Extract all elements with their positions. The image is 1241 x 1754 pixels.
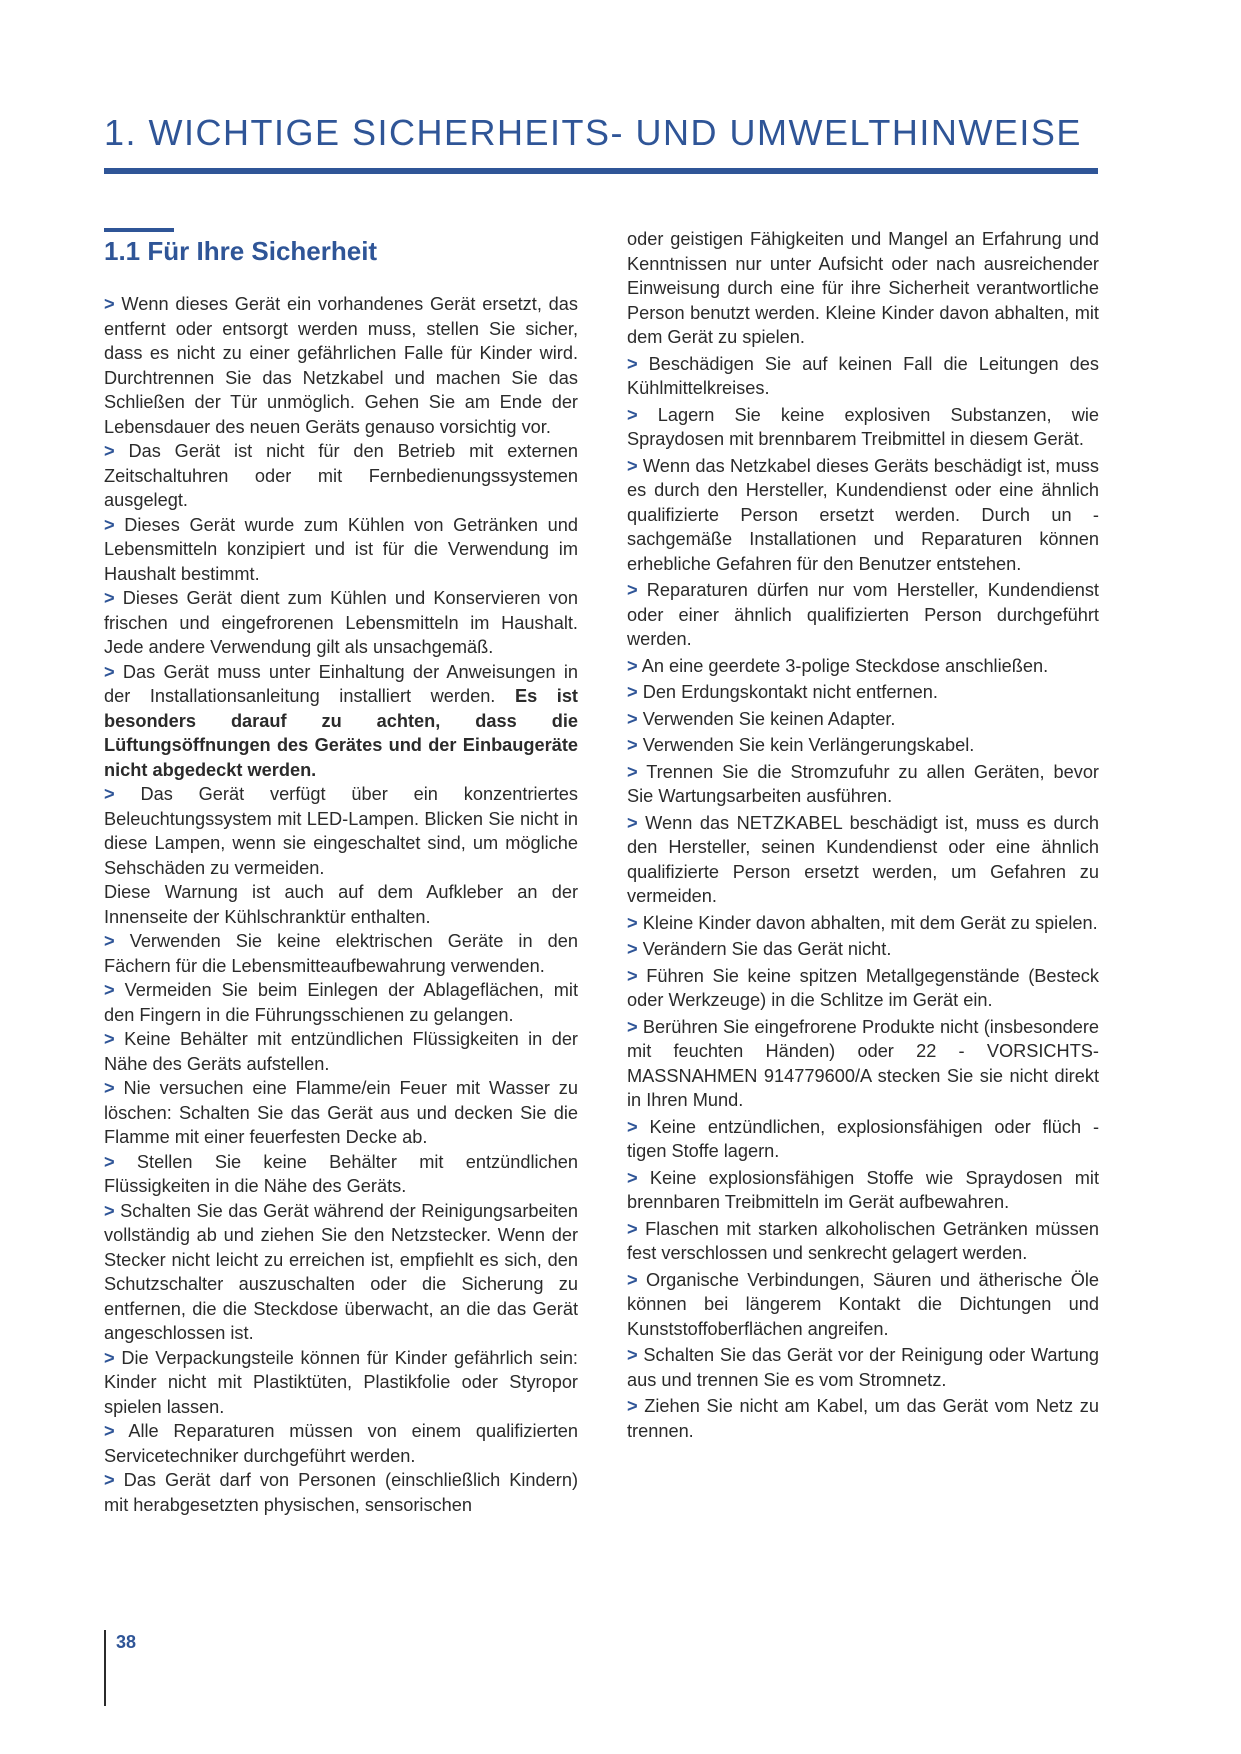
bullet-arrow-icon: > xyxy=(104,980,115,1000)
bullet-arrow-icon: > xyxy=(104,1347,115,1368)
safety-paragraph xyxy=(104,439,578,513)
safety-paragraph xyxy=(627,227,1099,350)
bullet-arrow-icon: > xyxy=(104,784,115,804)
paragraph-text: Nie versuchen eine Flamme/ein Feuer mit Wasser zu löschen: Schalten Sie das Gerät aus und decken Sie die Flamme mit einer feuerfesten Decke ab. xyxy=(104,1078,578,1147)
paragraph-text: Die Verpackungsteile können für Kinder gefährlich sein: Kinder nicht mit Plastiktüten, Plastikfolie oder Styropor spielen lassen. xyxy=(104,1347,578,1417)
paragraph-text: Das Gerät ist nicht für den Betrieb mit externen Zeitschaltuhren oder mit Fernbedienungssystemen ausgelegt. xyxy=(104,441,578,510)
safety-paragraph xyxy=(627,811,1099,909)
safety-paragraph xyxy=(627,911,1099,936)
paragraph-text: Keine entzündlichen, explosionsfähigen oder flüch - tigen Stoffe lagern. xyxy=(627,1116,1100,1161)
bullet-arrow-icon: > xyxy=(627,939,638,959)
bullet-arrow-icon: > xyxy=(627,965,638,986)
right-column xyxy=(627,227,1099,1445)
bullet-arrow-icon: > xyxy=(104,1151,115,1172)
page-number: 38 xyxy=(116,1632,137,1652)
safety-paragraph xyxy=(627,352,1099,401)
safety-paragraph xyxy=(627,733,1099,758)
bullet-arrow-icon: > xyxy=(627,1218,638,1239)
paragraph-text: Wenn das Netzkabel dieses Geräts beschädigt ist, muss es durch den Hersteller, Kundendienst oder eine ähnlich qualifizierte Person ersetzt werden. Durch un - sachgemäße Installationen und Reparaturen können erhebliche Gefahren für den Benutzer entstehen. xyxy=(627,455,1099,574)
section-accent-rule xyxy=(104,228,174,232)
bullet-arrow-icon: > xyxy=(627,455,638,476)
bullet-arrow-icon: > xyxy=(104,1421,115,1441)
bullet-arrow-icon: > xyxy=(627,735,638,755)
paragraph-text: Organische Verbindungen, Säuren und ätherische Öle können bei längerem Kontakt die Dichtungen und Kunststoffoberflächen angreifen. xyxy=(627,1269,1099,1339)
bullet-arrow-icon: > xyxy=(104,661,115,682)
paragraph-text: Reparaturen dürfen nur vom Hersteller, Kundendienst oder einer ähnlich qualifizierten Person durchgeführt werden. xyxy=(627,580,1099,649)
paragraph-text: Alle Reparaturen müssen von einem qualifizierten Servicetechniker durchgeführt werden. xyxy=(104,1421,578,1466)
bullet-arrow-icon: > xyxy=(627,1396,638,1416)
bullet-arrow-icon: > xyxy=(627,1167,638,1188)
paragraph-text: Lagern Sie keine explosiven Substanzen, wie Spraydosen mit brennbarem Treibmittel in diesem Gerät. xyxy=(627,404,1099,449)
paragraph-text: Keine explosionsfähigen Stoffe wie Spraydosen mit brennbaren Treibmitteln im Gerät aufbewahren. xyxy=(627,1167,1099,1212)
safety-paragraph xyxy=(627,1394,1099,1443)
bullet-arrow-icon: > xyxy=(104,1470,115,1490)
bullet-arrow-icon: > xyxy=(627,353,638,374)
paragraph-text: Wenn dieses Gerät ein vorhandenes Gerät ersetzt, das entfernt oder entsorgt werden muss, stellen Sie sicher, dass es nicht zu einer gefährlichen Falle für Kinder wird. Durchtrennen Sie das Netzkabel und machen Sie das Schließen der Tür unmöglich. Gehen Sie am Ende der Lebensdauer des neuen Geräts genauso vorsichtig vor. xyxy=(104,294,578,437)
paragraph-text: Das Gerät muss unter Einhaltung der Anweisungen in der Installationsanleitung installiert werden. xyxy=(104,661,578,706)
safety-paragraph xyxy=(627,680,1099,705)
paragraph-text: Schalten Sie das Gerät vor der Reinigung oder Wartung aus und trennen Sie es vom Stromnetz. xyxy=(627,1345,1099,1390)
safety-paragraph xyxy=(104,929,578,978)
paragraph-text: Dieses Gerät dient zum Kühlen und Konservieren von frischen und eingefrorenen Lebensmitteln im Haushalt. Jede andere Verwendung gilt als unsachgemäß. xyxy=(104,588,578,657)
paragraph-text: Verwenden Sie keinen Adapter. xyxy=(642,708,896,729)
safety-paragraph xyxy=(104,1419,578,1468)
bullet-arrow-icon: > xyxy=(104,588,115,608)
safety-paragraph xyxy=(627,707,1099,732)
safety-paragraph xyxy=(627,403,1099,452)
paragraph-text: Wenn das NETZKABEL beschädigt ist, muss es durch den Hersteller, seinen Kundendienst oder eine ähnlich qualifizierte Person ersetzt werden, um Gefahren zu vermeiden. xyxy=(627,812,1099,906)
page-title: 1. WICHTIGE SICHERHEITS- UND UMWELTHINWEISE xyxy=(104,112,1082,153)
bullet-arrow-icon: > xyxy=(627,1016,638,1037)
safety-paragraph xyxy=(627,1217,1099,1266)
safety-paragraph xyxy=(627,1166,1099,1215)
bullet-arrow-icon: > xyxy=(627,708,638,729)
safety-paragraph xyxy=(104,1468,578,1517)
bullet-arrow-icon: > xyxy=(627,761,638,782)
safety-paragraph xyxy=(627,454,1099,577)
bullet-arrow-icon: > xyxy=(627,404,638,425)
bullet-arrow-icon: > xyxy=(627,1116,638,1137)
paragraph-text: Verwenden Sie kein Verlängerungskabel. xyxy=(642,735,975,755)
bullet-arrow-icon: > xyxy=(627,580,638,600)
safety-paragraph xyxy=(104,880,578,929)
bullet-arrow-icon: > xyxy=(104,1200,115,1221)
safety-paragraph xyxy=(104,660,578,783)
section-title: 1.1 Für Ihre Sicherheit xyxy=(104,236,378,266)
safety-paragraph xyxy=(104,1027,578,1076)
paragraph-text: Dieses Gerät wurde zum Kühlen von Getränken und Lebensmitteln konzipiert und ist für die Verwendung im Haushalt bestimmt. xyxy=(104,514,578,584)
safety-paragraph xyxy=(627,654,1099,679)
bullet-arrow-icon: > xyxy=(627,1269,638,1290)
paragraph-text: Diese Warnung ist auch auf dem Aufkleber an der Innenseite der Kühlschranktür enthalten. xyxy=(104,882,578,927)
safety-paragraph xyxy=(104,1346,578,1420)
safety-paragraph xyxy=(104,1150,578,1199)
paragraph-text: An eine geerdete 3-polige Steckdose anschließen. xyxy=(641,655,1049,676)
paragraph-text: Ziehen Sie nicht am Kabel, um das Gerät vom Netz zu trennen. xyxy=(627,1396,1099,1441)
safety-paragraph xyxy=(104,586,578,660)
safety-paragraph xyxy=(104,1199,578,1346)
safety-paragraph xyxy=(104,513,578,587)
page-number-bar xyxy=(104,1630,106,1706)
safety-paragraph xyxy=(627,964,1099,1013)
paragraph-text: Beschädigen Sie auf keinen Fall die Leitungen des Kühlmittelkreises. xyxy=(627,353,1099,398)
paragraph-text: Trennen Sie die Stromzufuhr zu allen Geräten, bevor Sie Wartungsarbeiten ausführen. xyxy=(627,761,1099,806)
bullet-arrow-icon: > xyxy=(627,1345,638,1365)
paragraph-text: oder geistigen Fähigkeiten und Mangel an Erfahrung und Kenntnissen nur unter Aufsicht oder nach ausreichender Einweisung durch eine für ihre Sicherheit verantwortliche Person benutzt werden. Kleine Kinder davon abhalten, mit dem Gerät zu spielen. xyxy=(627,229,1099,347)
bullet-arrow-icon: > xyxy=(627,912,638,933)
paragraph-text: Flaschen mit starken alkoholischen Getränken müssen fest verschlossen und senkrecht gelagert werden. xyxy=(627,1218,1099,1263)
paragraph-text: Führen Sie keine spitzen Metallgegenstände (Besteck oder Werkzeuge) in die Schlitze im Gerät ein. xyxy=(627,965,1099,1010)
bullet-arrow-icon: > xyxy=(104,441,115,461)
safety-paragraph xyxy=(104,782,578,880)
safety-paragraph xyxy=(627,760,1099,809)
bullet-arrow-icon: > xyxy=(627,682,638,702)
safety-paragraph xyxy=(627,1268,1099,1342)
paragraph-text: Kleine Kinder davon abhalten, mit dem Gerät zu spielen. xyxy=(642,912,1098,933)
safety-paragraph xyxy=(627,578,1099,652)
paragraph-text: Keine Behälter mit entzündlichen Flüssigkeiten in der Nähe des Geräts aufstellen. xyxy=(104,1029,578,1074)
left-column xyxy=(104,292,578,1517)
bold-warning-text: Es ist besonders darauf zu achten, dass die Lüftungsöffnungen des Gerätes und der Einbaugeräte nicht abgedeckt werden. xyxy=(104,686,578,780)
bullet-arrow-icon: > xyxy=(104,1078,115,1098)
safety-paragraph xyxy=(104,978,578,1027)
bullet-arrow-icon: > xyxy=(104,514,115,535)
safety-paragraph xyxy=(627,937,1099,962)
safety-paragraph xyxy=(104,1076,578,1150)
bullet-arrow-icon: > xyxy=(627,812,638,833)
paragraph-text: Verändern Sie das Gerät nicht. xyxy=(642,939,892,959)
paragraph-text: Berühren Sie eingefrorene Produkte nicht (insbesondere mit feuchten Händen) oder 22 - VORSICHTS-MASSNAHMEN 914779600/A stecken Sie sie nicht direkt in Ihren Mund. xyxy=(627,1016,1099,1110)
paragraph-text: Schalten Sie das Gerät während der Reinigungsarbeiten vollständig ab und ziehen Sie den Netzstecker. Wenn der Stecker nicht leicht zu erreichen ist, empfiehlt es sich, den Schutzschalter auszuschalten oder die Sicherung zu entfernen, die die Steckdose überwacht, an die das Gerät angeschlossen ist. xyxy=(104,1200,578,1343)
safety-paragraph xyxy=(627,1343,1099,1392)
bullet-arrow-icon: > xyxy=(104,1029,115,1049)
safety-paragraph xyxy=(627,1115,1099,1164)
paragraph-text: Vermeiden Sie beim Einlegen der Ablageflächen, mit den Fingern in die Führungsschienen zu gelangen. xyxy=(104,980,578,1025)
bullet-arrow-icon: > xyxy=(104,294,115,314)
paragraph-text: Das Gerät darf von Personen (einschließlich Kindern) mit herabgesetzten physischen, sensorischen xyxy=(104,1470,578,1515)
title-divider xyxy=(104,168,1098,174)
paragraph-text: Das Gerät verfügt über ein konzentriertes Beleuchtungssystem mit LED-Lampen. Blicken Sie nicht in diese Lampen, wenn sie eingeschaltet sind, um mögliche Sehschäden zu vermeiden. xyxy=(104,784,578,878)
paragraph-text: Stellen Sie keine Behälter mit entzündlichen Flüssigkeiten in die Nähe des Geräts. xyxy=(104,1151,578,1196)
paragraph-text: Den Erdungskontakt nicht entfernen. xyxy=(642,682,938,702)
bullet-arrow-icon: > xyxy=(627,655,638,676)
safety-paragraph xyxy=(627,1015,1099,1113)
bullet-arrow-icon: > xyxy=(104,931,115,951)
safety-paragraph xyxy=(104,292,578,439)
paragraph-text: Verwenden Sie keine elektrischen Geräte in den Fächern für die Lebensmitteaufbewahrung verwenden. xyxy=(104,931,578,976)
